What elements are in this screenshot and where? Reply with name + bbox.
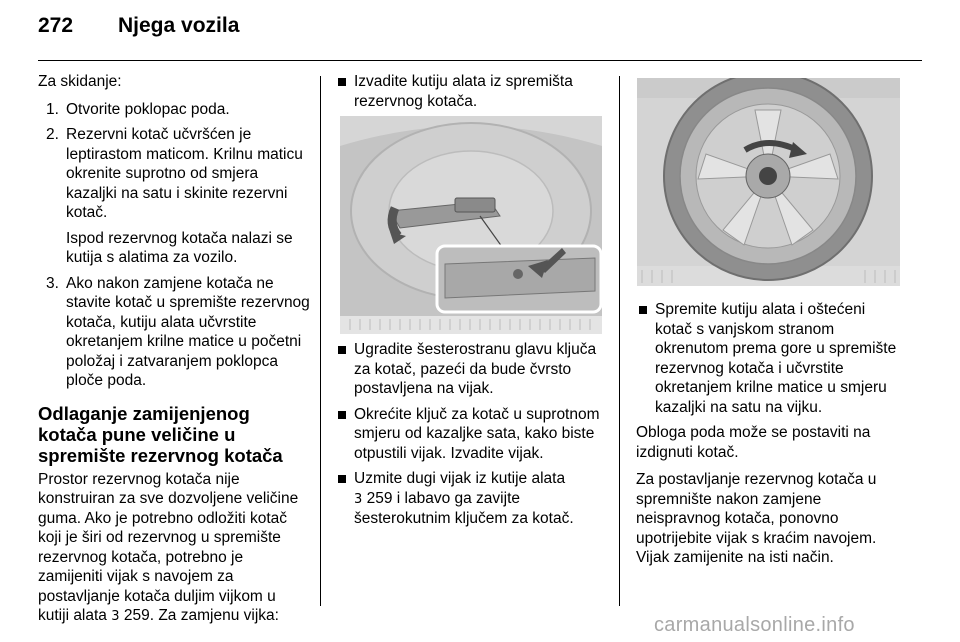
bullet-text: Izvadite kutiju alata iz spremišta rezervnog kotača. xyxy=(354,73,573,110)
section-heading: Odlaganje zamijenjenog kotača pune veličine u spremište rezervnog kotača xyxy=(38,402,283,466)
column-divider-1 xyxy=(320,76,321,606)
bullet-item xyxy=(335,72,605,111)
bullet-text: Spremite kutiju alata i oštećeni kotač s vanjskom stranom okrenutom prema gore u spremište rezervnog kotača i učvrstite okretanjem krilne matice u smjeru kazaljki na satu na vijku. xyxy=(655,301,897,416)
step-note: Ispod rezervnog kotača nalazi se kutija s alatima za vozilo. xyxy=(66,229,293,266)
page-ref-link[interactable]: 259 xyxy=(123,607,150,624)
column-divider-2 xyxy=(619,76,620,606)
page-header xyxy=(38,14,239,50)
step-number: 2. xyxy=(46,126,59,143)
bullet-item xyxy=(335,340,605,399)
column-middle xyxy=(335,72,605,117)
bullet-item xyxy=(636,300,906,417)
page-ref-icon: 3 xyxy=(354,491,363,507)
paragraph-text-end: . Za zamjenu vijka: xyxy=(149,607,279,624)
bullet-list-top xyxy=(335,72,605,111)
bullet-text: Okrećite ključ za kotač u suprotnom smjeru od kazaljke sata, kako biste otpustili vijak. Izvadite vijak. xyxy=(354,405,600,462)
step-item xyxy=(38,100,310,120)
paragraph: Za postavljanje rezervnog kotača u spremnište nakon zamjene neispravnog kotača, ponovno upotrijebite vijak s kraćim navojem. Vijak zamijenite na isti način. xyxy=(636,471,877,566)
bullet-square-icon xyxy=(338,78,346,86)
paragraph-text: Prostor rezervnog kotača nije konstruiran za sve dozvoljene veličine guma. Ako je potrebno odložiti kotač koji je širi od rezervnog u spremište rezervnog kotača, potrebno je zamijeniti vijak s navojem za postavljanje kotača duljim vijkom u kutiji alata xyxy=(38,470,299,624)
bullet-text: Uzmite dugi vijak iz kutije alata xyxy=(354,470,566,487)
page-ref-icon: 3 xyxy=(111,609,120,624)
intro-text: Za skidanje: xyxy=(38,73,122,90)
bullet-list-right xyxy=(636,300,906,417)
toolbox-illustration xyxy=(340,116,602,334)
column-right xyxy=(636,300,906,576)
bullet-item xyxy=(335,405,605,464)
bullet-list-bottom xyxy=(335,340,605,529)
step-text: Ako nakon zamjene kotača ne stavite kotač u spremište rezervnog kotača, kutiju alata učvrstite okretanjem krilne matice u početni položaj i zatvaranjem poklopca ploče poda. xyxy=(66,274,310,389)
bullet-text: Ugradite šesterostranu glavu ključa za kotač, pazeći da bude čvrsto postavljena na vijak. xyxy=(354,341,597,397)
step-item xyxy=(38,274,310,391)
section-paragraph xyxy=(38,470,310,627)
bullet-square-icon xyxy=(338,346,346,354)
step-item xyxy=(38,125,310,268)
bullet-square-icon xyxy=(338,475,346,483)
step-number: 1. xyxy=(46,100,59,118)
bullet-square-icon xyxy=(639,306,647,314)
column-left xyxy=(38,72,310,635)
watermark: carmanualsonline.info xyxy=(654,614,855,636)
page-ref-link[interactable]: 259 xyxy=(366,489,393,507)
paragraph: Obloga poda može se postaviti na izdignuti kotač. xyxy=(636,424,871,461)
step-text: Otvorite poklopac poda. xyxy=(66,100,230,118)
header-rule xyxy=(38,60,922,61)
bullet-square-icon xyxy=(338,411,346,419)
bullet-text-end: i labavo ga zavijte šesterokutnim ključem za kotač. xyxy=(354,489,574,527)
step-text: Rezervni kotač učvršćen je leptirastom maticom. Krilnu maticu okrenite suprotno od smjera kazaljki na satu i skinite rezervni kotač. xyxy=(66,126,303,221)
spare-wheel-illustration xyxy=(637,78,900,286)
step-number: 3. xyxy=(46,274,59,292)
bullet-item xyxy=(335,469,605,529)
page-number: 272 xyxy=(38,14,74,37)
column-middle-lower xyxy=(335,340,605,535)
chapter-title: Njega vozila xyxy=(118,14,240,37)
steps-list xyxy=(38,100,310,391)
